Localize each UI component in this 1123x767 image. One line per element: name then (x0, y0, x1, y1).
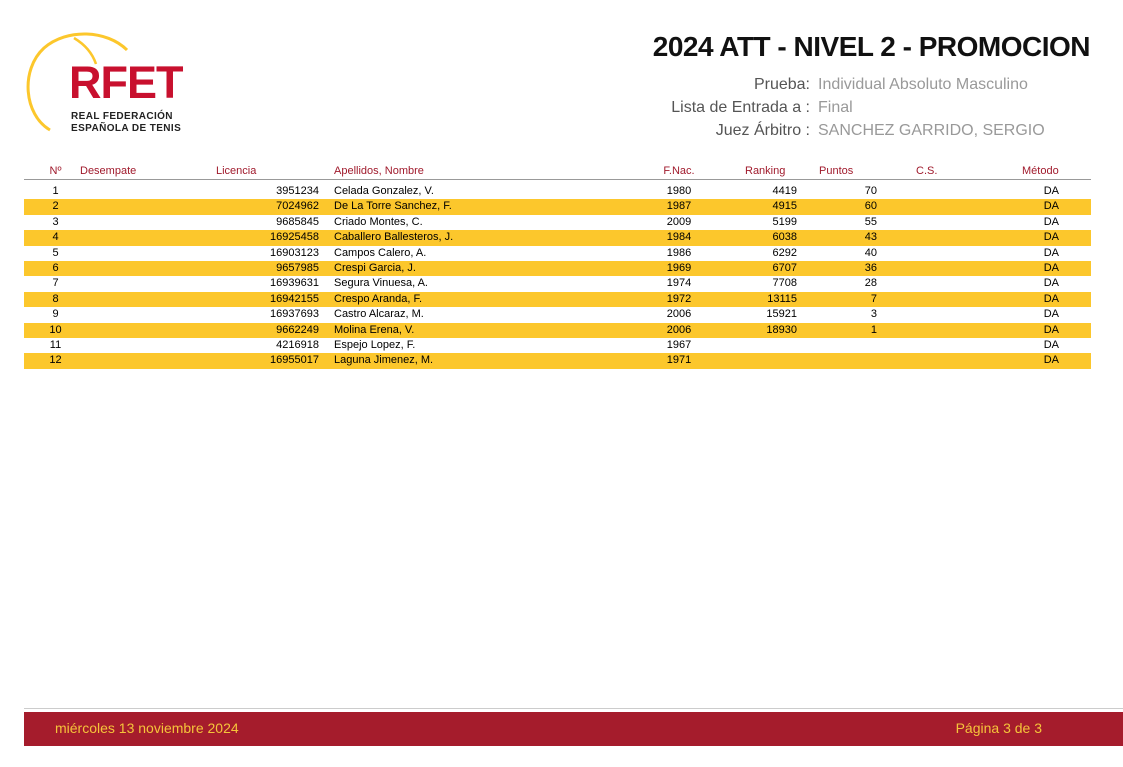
cell-num: 4 (52, 231, 59, 244)
cell-licencia: 4216918 (276, 338, 319, 351)
cell-nombre: Caballero Ballesteros, J. (334, 231, 454, 244)
cell-nombre: Crespo Aranda, F. (334, 292, 423, 305)
cell-ranking: 15921 (766, 308, 797, 321)
rfet-logo (22, 30, 202, 140)
cell-fnac: 2009 (666, 215, 692, 228)
juez-label: Juez Árbitro : (715, 122, 810, 139)
cell-ranking: 13115 (767, 292, 797, 305)
cell-fnac: 2006 (666, 323, 692, 336)
cell-num: 1 (52, 185, 59, 197)
meta-row-juez (600, 119, 1080, 142)
page-footer (24, 712, 1123, 746)
cell-nombre: Crespi Garcia, J. (334, 261, 416, 274)
cell-metodo: DA (1043, 185, 1059, 197)
cell-licencia: 16939631 (270, 277, 319, 290)
cell-licencia: 9662249 (276, 323, 319, 336)
cell-licencia: 16925458 (270, 231, 319, 244)
cell-nombre: Segura Vinuesa, A. (334, 277, 428, 290)
cell-fnac: 1984 (666, 231, 692, 244)
cell-num: 11 (49, 338, 62, 351)
table-row (24, 307, 1091, 322)
cell-fnac: 2006 (666, 308, 692, 321)
meta-row-prueba (600, 73, 1080, 96)
cell-licencia: 9685845 (276, 215, 319, 228)
cell-licencia: 16955017 (270, 354, 319, 367)
cell-metodo: DA (1043, 308, 1059, 321)
col-header-licencia: Licencia (216, 165, 257, 177)
cell-nombre: Espejo Lopez, F. (334, 338, 416, 351)
cell-licencia: 7024962 (276, 200, 319, 213)
table-row (24, 184, 1091, 199)
cell-metodo: DA (1043, 354, 1059, 367)
page-title: 2024 ATT - NIVEL 2 - PROMOCION (652, 31, 1090, 62)
prueba-label: Prueba: (753, 76, 810, 93)
col-header-fnac: F.Nac. (663, 165, 695, 177)
col-header-num: Nº (49, 165, 62, 177)
table-row (24, 261, 1091, 276)
cell-nombre: Campos Calero, A. (334, 246, 427, 259)
table-row (24, 230, 1091, 245)
footer-date: miércoles 13 noviembre 2024 (55, 720, 239, 736)
cell-fnac: 1974 (666, 277, 692, 290)
cell-metodo: DA (1043, 277, 1059, 290)
cell-ranking: 7708 (772, 277, 797, 290)
cell-num: 8 (52, 292, 59, 305)
col-header-nombre: Apellidos, Nombre (334, 165, 424, 177)
table-row (24, 338, 1091, 353)
cell-metodo: DA (1043, 200, 1059, 213)
cell-licencia: 9657985 (276, 261, 319, 274)
cell-nombre: Laguna Jimenez, M. (334, 354, 434, 367)
cell-puntos: 70 (864, 185, 877, 197)
cell-metodo: DA (1043, 338, 1059, 351)
col-header-cs: C.S. (916, 165, 938, 177)
cell-ranking: 5199 (772, 215, 797, 228)
cell-metodo: DA (1043, 292, 1059, 305)
cell-metodo: DA (1043, 231, 1059, 244)
cell-puntos: 7 (870, 292, 877, 305)
cell-nombre: Criado Montes, C. (334, 215, 423, 228)
cell-num: 3 (52, 215, 59, 228)
footer-page-number: Página 3 de 3 (955, 720, 1042, 736)
cell-fnac: 1967 (666, 338, 692, 351)
lista-label: Lista de Entrada a : (671, 99, 810, 116)
cell-ranking: 6038 (772, 231, 797, 244)
event-meta (600, 73, 1080, 142)
cell-fnac: 1971 (666, 354, 692, 367)
col-header-puntos: Puntos (819, 165, 854, 177)
entry-list-table (24, 163, 1091, 369)
table-body (24, 180, 1091, 369)
cell-fnac: 1987 (666, 200, 692, 213)
cell-num: 6 (52, 261, 59, 274)
table-row (24, 215, 1091, 230)
table-row (24, 276, 1091, 291)
table-row (24, 246, 1091, 261)
cell-ranking: 4419 (772, 185, 797, 197)
cell-fnac: 1972 (666, 292, 692, 305)
cell-ranking: 4915 (772, 200, 797, 213)
cell-puntos: 3 (870, 308, 877, 321)
cell-metodo: DA (1043, 215, 1059, 228)
logo-subtitle-line1: REAL FEDERACIÓN (71, 111, 173, 122)
col-header-desempate: Desempate (80, 165, 137, 177)
lista-value: Final (818, 99, 853, 116)
cell-puntos: 60 (864, 200, 877, 213)
cell-num: 10 (49, 323, 62, 336)
cell-fnac: 1986 (666, 246, 692, 259)
cell-puntos: 28 (864, 277, 877, 290)
cell-ranking: 6707 (772, 261, 797, 274)
cell-licencia: 16942155 (270, 292, 319, 305)
cell-licencia: 16937693 (270, 308, 319, 321)
cell-nombre: De La Torre Sanchez, F. (334, 200, 452, 213)
logo-subtitle (71, 111, 181, 135)
cell-puntos: 1 (870, 323, 877, 336)
cell-num: 2 (52, 200, 59, 213)
cell-licencia: 16903123 (270, 246, 319, 259)
table-row (24, 323, 1091, 338)
cell-puntos: 43 (864, 231, 877, 244)
footer-divider (24, 708, 1123, 709)
cell-metodo: DA (1043, 323, 1059, 336)
cell-ranking: 18930 (766, 323, 797, 336)
cell-licencia: 3951234 (276, 185, 319, 197)
cell-fnac: 1980 (666, 185, 692, 197)
cell-nombre: Castro Alcaraz, M. (334, 308, 424, 321)
logo-subtitle-line2: ESPAÑOLA DE TENIS (71, 123, 182, 134)
prueba-value: Individual Absoluto Masculino (818, 76, 1028, 93)
col-header-ranking: Ranking (745, 165, 786, 177)
juez-value: SANCHEZ GARRIDO, SERGIO (818, 122, 1045, 139)
cell-puntos: 55 (864, 215, 877, 228)
cell-metodo: DA (1043, 261, 1059, 274)
cell-nombre: Celada Gonzalez, V. (334, 185, 434, 197)
cell-nombre: Molina Erena, V. (334, 323, 415, 336)
col-header-metodo: Método (1022, 165, 1059, 177)
cell-fnac: 1969 (666, 261, 692, 274)
cell-ranking: 6292 (772, 246, 797, 259)
logo-brand: RFET (69, 57, 183, 108)
table-row (24, 292, 1091, 307)
table-header (24, 163, 1091, 180)
table-row (24, 199, 1091, 214)
cell-num: 7 (52, 277, 59, 290)
cell-metodo: DA (1043, 246, 1059, 259)
cell-num: 5 (52, 246, 59, 259)
cell-num: 9 (52, 308, 59, 321)
meta-row-lista (600, 96, 1080, 119)
table-row (24, 353, 1091, 368)
cell-puntos: 36 (864, 261, 877, 274)
cell-puntos: 40 (864, 246, 877, 259)
cell-num: 12 (49, 354, 62, 367)
